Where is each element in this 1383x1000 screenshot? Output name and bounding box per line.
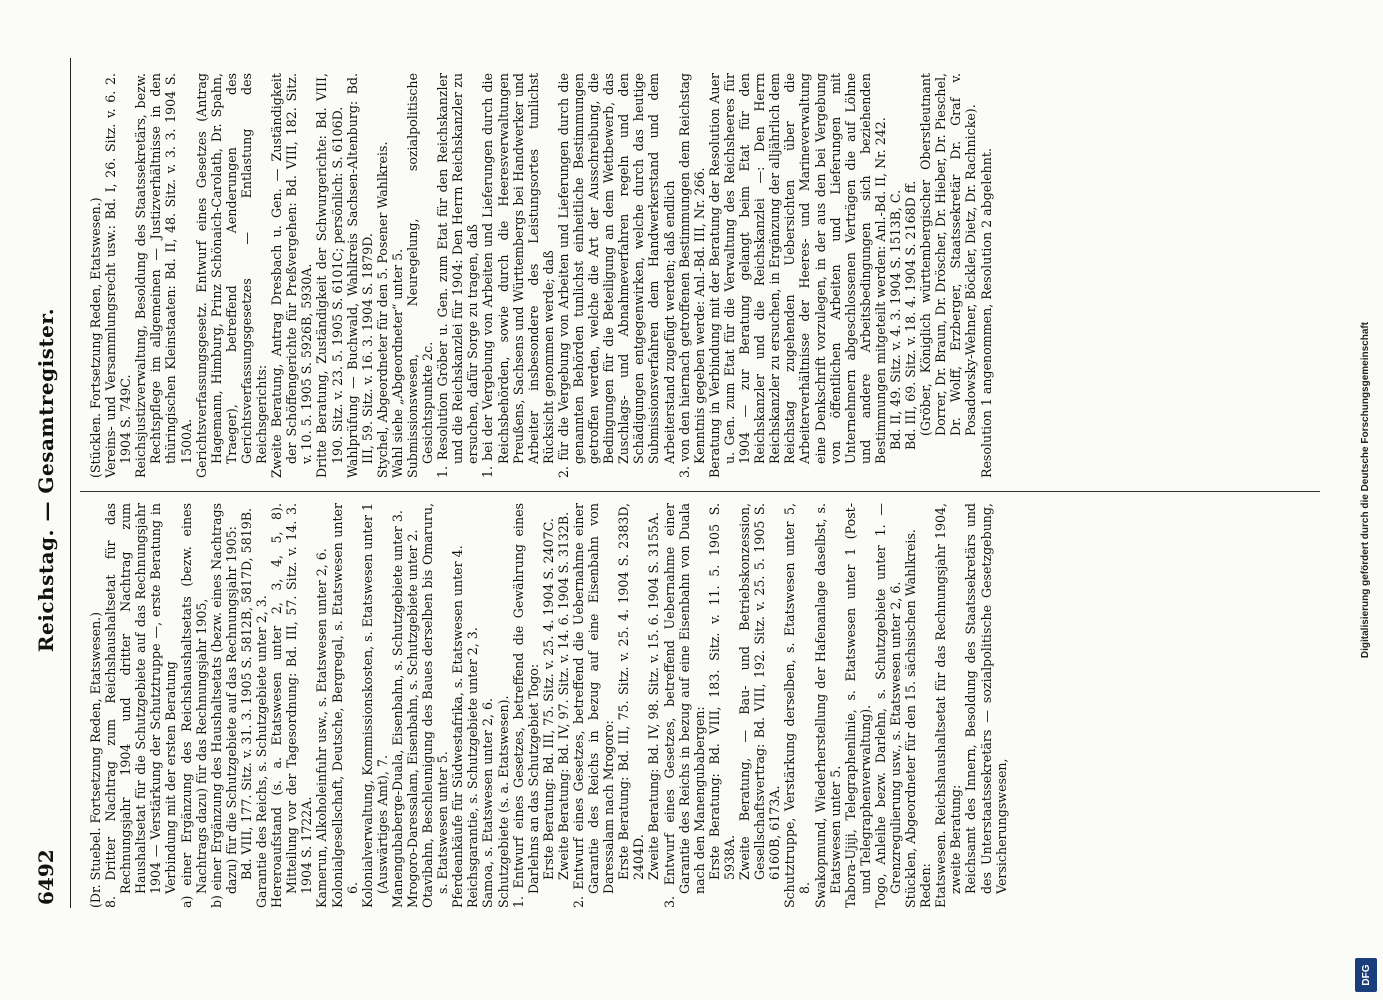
- text-line: (Stücklen. Fortsetzung Reden, Etatswesen.): [88, 197, 103, 478]
- text-line: Pferdeankäufe für Südwestafrika, s. Etatswesen unter 4.: [450, 545, 466, 908]
- running-title: Reichstag. — Gesamtregister.: [34, 307, 58, 653]
- text-line: Bd. II, 49. Sitz. v. 4. 3. 1904 S. 1513B, C.: [887, 189, 903, 450]
- text-line: Reichsgarantie, s. Schutzgebiete unter 2, 3.: [465, 627, 481, 908]
- text-line: (Dr. Stuebel. Fortsetzung Reden, Etatswesen.): [88, 611, 103, 908]
- text-line: Reden:: [918, 863, 934, 908]
- text-line: Tabora-Ujiji, Telegraphenlinie, s. Etatswesen unter 1 (Post- und Telegraphenverwaltung).: [842, 503, 873, 908]
- text-line: Kolonialverwaltung, Kommissionskosten, s. Etatswesen unter 1 (Auswärtiges Amt), 7.: [359, 503, 390, 908]
- text-line: Wahlprüfung — Buchwald, Wahlkreis Sachsen-Altenburg: Bd. III, 59. Sitz. v. 16. 3. 1904 S. 1879D.: [344, 73, 375, 478]
- text-line: Zweite Beratung: Bd. IV, 98. Sitz. v. 15. 6. 1904 S. 3155A.: [646, 511, 662, 880]
- text-line: Reichsjustizverwaltung, Besoldung des Staatssekretärs, bezw. Rechtspflege im allgemeinen — Justizverhältnisse in den thüringischen Kleinstaaten: Bd. II, 48. Sitz. v. 3. 3. 1904 S. 1500A.: [133, 73, 194, 478]
- text-line: Otavibahn, Beschleunigung des Baues derselben bis Omaruru, s. Etatswesen unter 5.: [420, 503, 451, 908]
- column-divider: [80, 491, 1320, 492]
- text-line: Beratung in Verbindung mit der Beratung der Resolution Auer u. Gen. zum Etat für die Verwaltung des Reichsheeres für 1904 — zur Beratung gelangt beim Etat für den Reichskanzler und die Reichskanzlei —: Den Herrn Reichskanzler zu ersuchen, in Ergänzung der alljährlich dem Reichstag zugehenden Uebersichten über die Arbeiterverhältnisse der Heeres- und Marineverwaltung eine Denkschrift vorzulegen, in der aus den bei Vergebung von öffentlichen Arbeiten und Lieferungen mit Unternehmern abgeschlossenen Verträgen die auf Löhne und andere Arbeitsbedingungen sich beziehenden Bestimmungen mitgeteilt werden: Anl.-Bd. II, Nr. 242.: [706, 73, 888, 478]
- text-line: Resolution 1 angenommen, Resolution 2 abgelehnt.: [978, 148, 994, 478]
- text-line: Dritte Beratung, Zuständigkeit der Schwurgerichte: Bd. VIII, 190. Sitz. v. 23. 5. 1905 S. 6101C; persönlich: S. 6106D.: [314, 73, 345, 478]
- text-line: Swakopmund, Wiederherstellung der Hafenanlage daselbst, s. Etatswesen unter 5.: [812, 503, 843, 908]
- text-line: Manengubaberge-Duala, Eisenbahn, s. Schutzgebiete unter 3.: [389, 510, 405, 908]
- text-line: 2. Entwurf eines Gesetzes, betreffend die Uebernahme einer Garantie des Reichs in bezug auf eine Eisenbahn von Daressalam nach Mrogoro:: [571, 503, 617, 908]
- digitization-note: Digitalisierung gefördert durch die Deutsche Forschungsgemeinschaft: [1360, 321, 1371, 659]
- dfg-logo: DFG: [1355, 958, 1377, 992]
- text-line: 8. Dritter Nachtrag zum Reichshaushaltsetat für das Rechnungsjahr 1904 und dritter Nachtrag zum Haushaltsetat für die Schutzgebiete auf das Rechnungsjahr 1904 — Verstärkung der Schutztruppe —, erste Beratung in Verbindung mit der ersten Beratung: [103, 503, 179, 908]
- right-text-column: [88, 73, 1318, 478]
- text-line: Submissionswesen, Neuregelung, sozialpolitische Gesichtspunkte 2c.: [404, 73, 436, 478]
- text-line: b) einer Ergänzung des Haushaltsetats (bezw. eines Nachtrags dazu) für die Schutzgebiete auf das Rechnungsjahr 1905:: [208, 503, 239, 908]
- text-line: Kamerun, Alkoholeinfuhr usw., s. Etatswesen unter 2, 6.: [314, 548, 330, 908]
- text-line: Schutzgebiete (s. a. Etatswesen).: [495, 695, 511, 908]
- text-line: 3. von den hiernach getroffenen Bestimmungen dem Reichstag Kenntnis gegeben werde: Anl.-Bd. III, Nr. 266.: [676, 73, 707, 478]
- text-line: Zweite Beratung, Antrag Dresbach u. Gen. — Zuständigkeit der Schöffengerichte für Preßvergehen: Bd. VIII, 182. Sitz. v. 10. 5. 1905 S. 5926B, 5930A.: [269, 73, 315, 478]
- text-line: Erste Beratung: Bd. VIII, 183. Sitz. v. 11. 5. 1905 S. 5938A.: [706, 503, 737, 880]
- text-line: Bd. III, 69. Sitz. v. 18. 4. 1904 S. 2168D ff.: [903, 180, 919, 450]
- text-line: Erste Beratung: Bd. III, 75. Sitz. v. 25. 4. 1904 S. 2407C.: [540, 518, 556, 880]
- text-line: (Gröber, Königlich württembergischer Oberstleutnant Dorrer, Dr. Braun, Dr. Dröscher, Dr. Hieber, Dr. Pieschel, Dr. Wolff, Erzberger, Staatssekretär Dr. Graf v. Posadowsky-Wehner, Böckler, Dietz, Dr. Rachnicke).: [918, 73, 979, 436]
- text-line: Garantie des Reichs, s. Schutzgebiete unter 2, 3.: [254, 595, 270, 908]
- text-line: a) einer Ergänzung des Reichshaushaltsetats (bezw. eines Nachtrags dazu) für das Rechnungsjahr 1905,: [178, 503, 209, 908]
- text-line: 2. für die Vergebung von Arbeiten und Lieferungen durch die genannten Behörden tunlichst einheitliche Bestimmungen getroffen werden, welche die Art der Ausschreibung, die Bedingungen für die Beteiligung an dem Wettbewerb, das Zuschlags- und Abnahmeverfahren regeln und den Schädigungen entgegenwirken, welche durch das heutige Submissionsverfahren dem Handwerkerstand und dem Arbeiterstand zugefügt werden; daß endlich: [555, 73, 677, 478]
- text-line: Zweite Beratung: Bd. IV, 97. Sitz. v. 14. 6. 1904 S. 3132B.: [555, 511, 571, 880]
- text-line: 1. bei der Vergebung von Arbeiten und Lieferungen durch die Reichsbehörden, sowie durch die Heeresverwaltungen Preußens, Sachsens und Württembergs bei Handwerker und Arbeiter insbesondere des Leistungsortes tunlichst Rücksicht genommen werde; daß: [480, 73, 556, 478]
- text-line: 3. Entwurf eines Gesetzes, betreffend Uebernahme einer Garantie des Reichs in bezug auf eine Eisenbahn von Duala nach den Manengubabergen:: [661, 503, 707, 908]
- text-line: Samoa, s. Etatswesen unter 2, 6.: [480, 698, 496, 908]
- text-line: Zweite Beratung, — Bau- und Betriebskonzession, Gesellschaftsvertrag: Bd. VIII, 192. Sitz. v. 25. 5. 1905 S. 6160B, 6173A.: [737, 503, 783, 880]
- text-line: Kolonialgesellschaft, Deutsche, Bergregal, s. Etatswesen unter 6.: [329, 503, 360, 908]
- text-line: Stücklen, Abgeordneter für den 15. sächsischen Wahlkreis.: [903, 529, 919, 908]
- text-line: 1. Resolution Gröber u. Gen. zum Etat für den Reichskanzler und die Reichskanzlei für 1904: Den Herrn Reichskanzler zu ersuchen, dafür Sorge zu tragen, daß: [435, 73, 481, 478]
- text-line: 1. Entwurf eines Gesetzes, betreffend die Gewährung eines Darlehns an das Schutzgebiet Togo:: [510, 503, 541, 908]
- text-line: Stychel, Abgeordneter für den 5. Posener Wahlkreis.: [374, 141, 390, 478]
- text-line: Reichsamt des Innern, Besoldung des Staatssekretärs und des Unterstaatssekretärs — sozialpolitische Gesetzgebung, Versicherungswesen,: [963, 503, 1009, 894]
- text-line: Wahl siehe „Abgeordneter“ unter 5.: [389, 248, 405, 478]
- text-line: Erste Beratung: Bd. III, 75. Sitz. v. 25. 4. 1904 S. 2383D, 2404D.: [616, 503, 647, 880]
- page-number: 6492: [34, 849, 58, 905]
- text-line: Schutztruppe, Verstärkung derselben, s. Etatswesen unter 5, 8.: [782, 503, 813, 908]
- text-line: Gerichtsverfassungsgesetz. Entwurf eines Gesetzes (Antrag Hagemann, Himburg, Prinz Schönaich-Carolath, Dr. Spahn, Traeger), betreffend Aenderungen des Gerichtsverfassungsgesetzes — Entlastung des Reichsgerichts:: [193, 73, 270, 478]
- text-line: Etatswesen. Reichshaushaltsetat für das Rechnungsjahr 1904, zweite Beratung:: [933, 503, 964, 908]
- text-line: Togo, Anleihe bezw. Darlehn, s. Schutzgebiete unter 1. — Grenzregulierung usw., s. Etatswesen unter 2, 6.: [872, 503, 903, 908]
- text-line: Bd. VIII, 177. Sitz. v. 31. 3. 1905 S. 5812B, 5817D, 5819B.: [238, 508, 254, 880]
- text-line: Mrogoro-Daressalam, Eisenbahn, s. Schutzgebiete unter 2.: [404, 529, 420, 908]
- left-text-column: [88, 503, 1318, 908]
- header-rule: [70, 58, 71, 908]
- text-line: Vereins- und Versammlungsrecht usw.: Bd. I, 26. Sitz. v. 6. 2. 1904 S. 749C.: [103, 73, 134, 478]
- text-line: Hereroaufstand (s. a. Etatswesen unter 2, 3, 4, 5, 8). Mitteilung vor der Tagesordnung: Bd. III, 57. Sitz. v. 14. 3. 1904 S. 1722A.: [269, 503, 315, 908]
- page-header: [28, 55, 68, 905]
